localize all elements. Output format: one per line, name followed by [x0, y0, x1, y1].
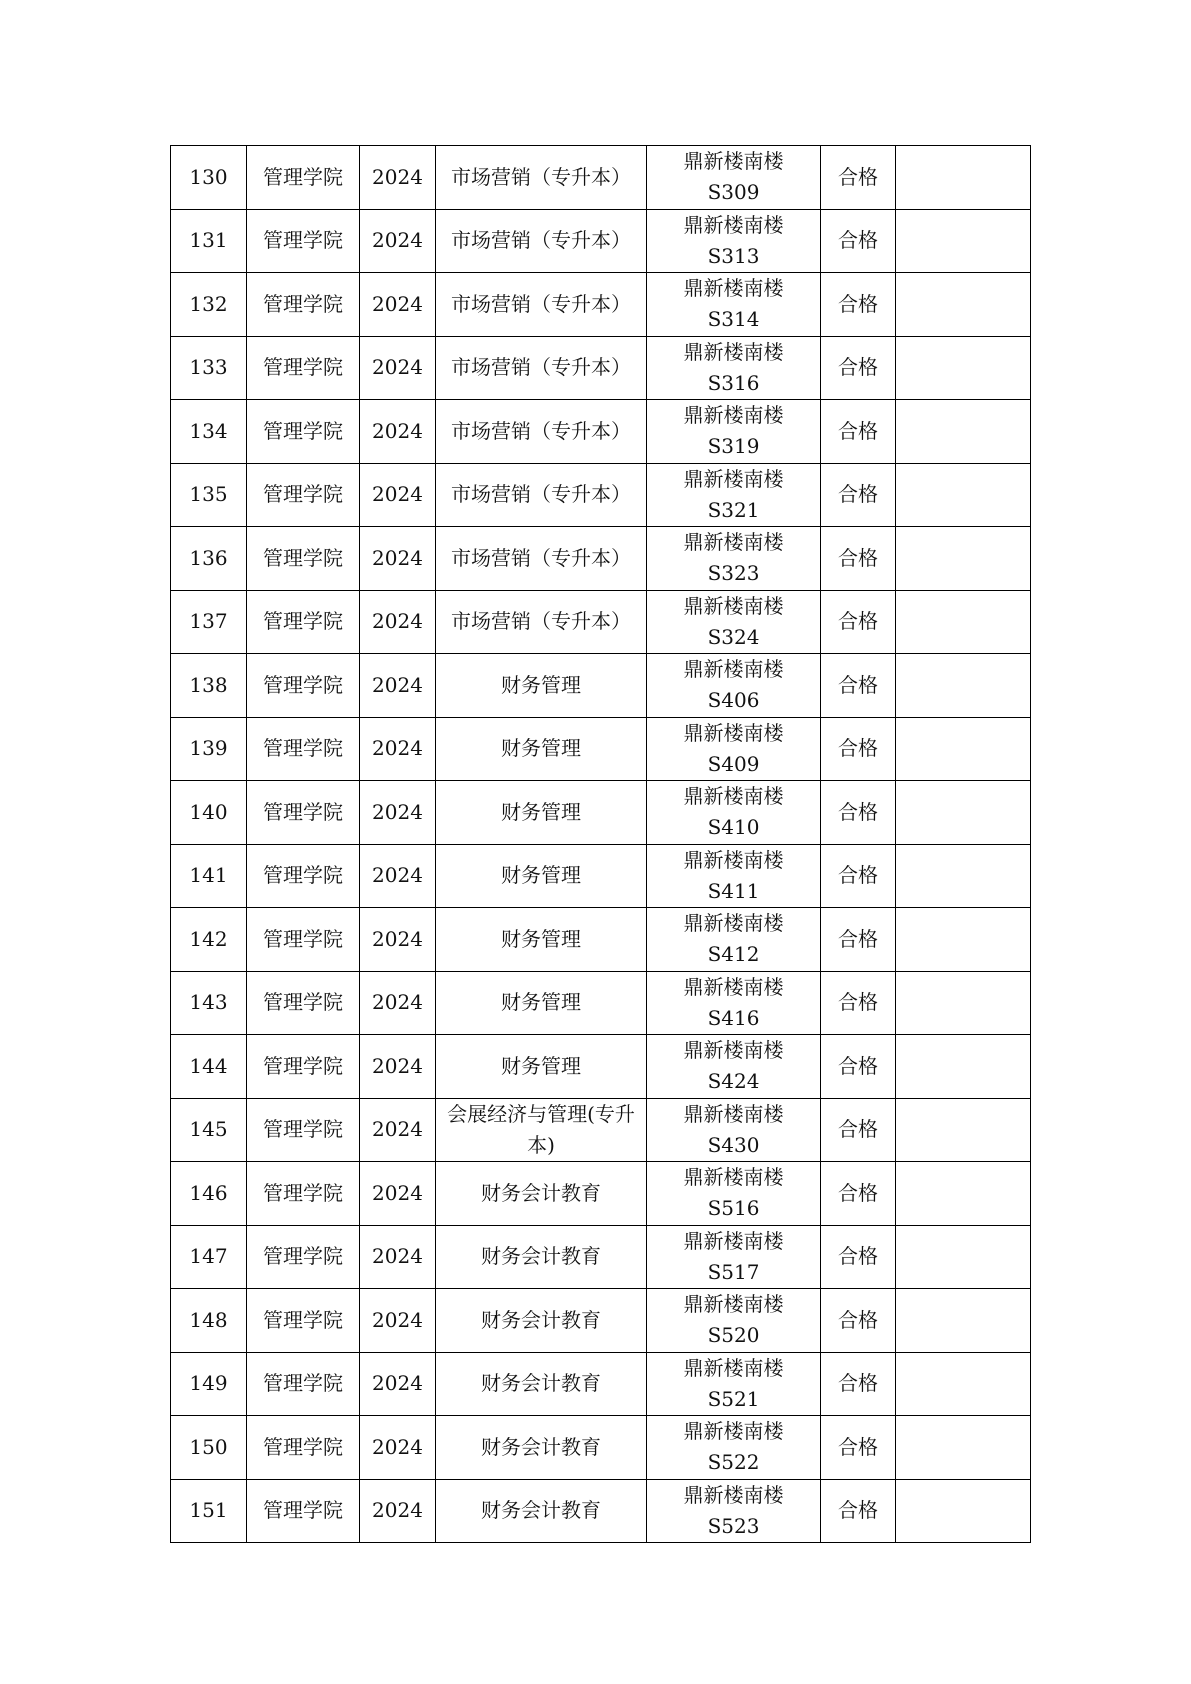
year-cell: 2024 [360, 654, 436, 718]
note-cell [896, 844, 1031, 908]
college-cell: 管理学院 [247, 1225, 360, 1289]
note-cell [896, 1289, 1031, 1353]
major-cell [436, 273, 647, 337]
year-cell: 2024 [360, 1416, 436, 1480]
result-cell: 合格 [821, 717, 896, 781]
year-cell: 2024 [360, 1479, 436, 1543]
row-number-cell: 143 [171, 971, 247, 1035]
major-name: 财务管理 [501, 672, 581, 697]
row-number-cell: 130 [171, 146, 247, 210]
year-cell: 2024 [360, 336, 436, 400]
row-number-cell: 145 [171, 1098, 247, 1162]
year-cell: 2024 [360, 844, 436, 908]
room-number: S522 [707, 1450, 760, 1475]
result-cell: 合格 [821, 1162, 896, 1226]
row-number-cell: 141 [171, 844, 247, 908]
building-name: 鼎新楼南楼 [683, 1355, 784, 1380]
major-name: 财务管理 [501, 736, 581, 761]
table-row [171, 400, 1031, 464]
location-cell [647, 273, 821, 337]
building-name: 鼎新楼南楼 [683, 1419, 784, 1444]
college-cell: 管理学院 [247, 1289, 360, 1353]
major-cell [436, 527, 647, 591]
major-name: 财务会计教育 [481, 1180, 601, 1205]
major-name: 财务管理 [501, 990, 581, 1015]
major-cell [436, 1479, 647, 1543]
building-name: 鼎新楼南楼 [683, 276, 784, 301]
major-name: 财务会计教育 [481, 1371, 601, 1396]
location-cell [647, 1416, 821, 1480]
table-row [171, 781, 1031, 845]
result-cell: 合格 [821, 209, 896, 273]
row-number-cell: 138 [171, 654, 247, 718]
location-cell [647, 1225, 821, 1289]
room-number: S521 [707, 1386, 760, 1411]
row-number-cell: 139 [171, 717, 247, 781]
inspection-results-table [170, 145, 1031, 1543]
row-number-cell: 142 [171, 908, 247, 972]
table-row [171, 844, 1031, 908]
college-cell: 管理学院 [247, 1479, 360, 1543]
row-number-cell: 148 [171, 1289, 247, 1353]
major-cell [436, 1416, 647, 1480]
table-row [171, 1162, 1031, 1226]
building-name: 鼎新楼南楼 [683, 339, 784, 364]
note-cell [896, 209, 1031, 273]
row-number-cell: 140 [171, 781, 247, 845]
college-cell: 管理学院 [247, 527, 360, 591]
college-cell: 管理学院 [247, 654, 360, 718]
major-cell [436, 971, 647, 1035]
table-row [171, 1225, 1031, 1289]
table-body [171, 146, 1031, 1543]
room-number: S424 [707, 1069, 760, 1094]
college-cell: 管理学院 [247, 1162, 360, 1226]
room-number: S523 [707, 1513, 760, 1538]
row-number-cell: 134 [171, 400, 247, 464]
room-number: S321 [707, 497, 760, 522]
building-name: 鼎新楼南楼 [683, 466, 784, 491]
row-number-cell: 151 [171, 1479, 247, 1543]
major-cell [436, 654, 647, 718]
note-cell [896, 463, 1031, 527]
table-row [171, 527, 1031, 591]
major-name: 市场营销（专升本） [451, 355, 631, 380]
major-cell [436, 209, 647, 273]
location-cell [647, 209, 821, 273]
building-name: 鼎新楼南楼 [683, 1101, 784, 1126]
building-name: 鼎新楼南楼 [683, 212, 784, 237]
major-name: 财务管理 [501, 1053, 581, 1078]
major-name: 财务会计教育 [481, 1434, 601, 1459]
result-cell: 合格 [821, 590, 896, 654]
year-cell: 2024 [360, 146, 436, 210]
year-cell: 2024 [360, 527, 436, 591]
college-cell: 管理学院 [247, 146, 360, 210]
location-cell [647, 844, 821, 908]
major-cell [436, 1162, 647, 1226]
college-cell: 管理学院 [247, 1352, 360, 1416]
major-cell [436, 1289, 647, 1353]
college-cell: 管理学院 [247, 1035, 360, 1099]
location-cell [647, 781, 821, 845]
room-number: S409 [707, 751, 760, 776]
major-name: 财务管理 [501, 926, 581, 951]
building-name: 鼎新楼南楼 [683, 1292, 784, 1317]
major-cell [436, 336, 647, 400]
major-cell [436, 1035, 647, 1099]
result-cell: 合格 [821, 273, 896, 337]
building-name: 鼎新楼南楼 [683, 530, 784, 555]
location-cell [647, 971, 821, 1035]
major-cell [436, 463, 647, 527]
room-number: S416 [707, 1005, 760, 1030]
room-number: S319 [707, 434, 760, 459]
table-row [171, 1289, 1031, 1353]
note-cell [896, 1162, 1031, 1226]
table-row [171, 1098, 1031, 1162]
note-cell [896, 654, 1031, 718]
building-name: 鼎新楼南楼 [683, 593, 784, 618]
note-cell [896, 146, 1031, 210]
table-row [171, 1416, 1031, 1480]
table-row [171, 1479, 1031, 1543]
building-name: 鼎新楼南楼 [683, 911, 784, 936]
major-name: 市场营销（专升本） [451, 291, 631, 316]
major-cell [436, 146, 647, 210]
room-number: S410 [707, 815, 760, 840]
room-number: S430 [707, 1132, 760, 1157]
row-number-cell: 146 [171, 1162, 247, 1226]
note-cell [896, 1352, 1031, 1416]
college-cell: 管理学院 [247, 400, 360, 464]
table-row [171, 209, 1031, 273]
major-name: 财务管理 [501, 863, 581, 888]
note-cell [896, 1098, 1031, 1162]
building-name: 鼎新楼南楼 [683, 657, 784, 682]
row-number-cell: 144 [171, 1035, 247, 1099]
college-cell: 管理学院 [247, 1098, 360, 1162]
row-number-cell: 133 [171, 336, 247, 400]
major-name: 财务会计教育 [481, 1244, 601, 1269]
room-number: S412 [707, 942, 760, 967]
college-cell: 管理学院 [247, 463, 360, 527]
note-cell [896, 1416, 1031, 1480]
building-name: 鼎新楼南楼 [683, 974, 784, 999]
row-number-cell: 131 [171, 209, 247, 273]
note-cell [896, 1479, 1031, 1543]
row-number-cell: 132 [171, 273, 247, 337]
year-cell: 2024 [360, 400, 436, 464]
location-cell [647, 527, 821, 591]
result-cell: 合格 [821, 1289, 896, 1353]
note-cell [896, 908, 1031, 972]
room-number: S309 [707, 180, 760, 205]
note-cell [896, 1035, 1031, 1099]
building-name: 鼎新楼南楼 [683, 149, 784, 174]
table-row [171, 654, 1031, 718]
location-cell [647, 1352, 821, 1416]
table-row [171, 1352, 1031, 1416]
note-cell [896, 1225, 1031, 1289]
location-cell [647, 1098, 821, 1162]
result-cell: 合格 [821, 1479, 896, 1543]
major-name: 财务会计教育 [481, 1498, 601, 1523]
college-cell: 管理学院 [247, 717, 360, 781]
table-row [171, 463, 1031, 527]
result-cell: 合格 [821, 844, 896, 908]
note-cell [896, 717, 1031, 781]
college-cell: 管理学院 [247, 781, 360, 845]
major-cell [436, 781, 647, 845]
building-name: 鼎新楼南楼 [683, 847, 784, 872]
major-cell [436, 1352, 647, 1416]
result-cell: 合格 [821, 1035, 896, 1099]
major-cell [436, 1098, 647, 1162]
location-cell [647, 717, 821, 781]
result-cell: 合格 [821, 1416, 896, 1480]
result-cell: 合格 [821, 908, 896, 972]
result-cell: 合格 [821, 1098, 896, 1162]
major-cell [436, 908, 647, 972]
location-cell [647, 1289, 821, 1353]
note-cell [896, 971, 1031, 1035]
location-cell [647, 908, 821, 972]
building-name: 鼎新楼南楼 [683, 720, 784, 745]
location-cell [647, 336, 821, 400]
major-name: 市场营销（专升本） [451, 228, 631, 253]
major-name: 市场营销（专升本） [451, 482, 631, 507]
location-cell [647, 1162, 821, 1226]
room-number: S411 [707, 878, 760, 903]
college-cell: 管理学院 [247, 1416, 360, 1480]
row-number-cell: 149 [171, 1352, 247, 1416]
location-cell [647, 1035, 821, 1099]
major-cell [436, 400, 647, 464]
location-cell [647, 590, 821, 654]
note-cell [896, 273, 1031, 337]
major-cell [436, 844, 647, 908]
college-cell: 管理学院 [247, 209, 360, 273]
note-cell [896, 590, 1031, 654]
room-number: S517 [707, 1259, 760, 1284]
college-cell: 管理学院 [247, 273, 360, 337]
note-cell [896, 400, 1031, 464]
year-cell: 2024 [360, 1162, 436, 1226]
major-cell [436, 717, 647, 781]
note-cell [896, 336, 1031, 400]
year-cell: 2024 [360, 717, 436, 781]
building-name: 鼎新楼南楼 [683, 784, 784, 809]
major-name: 财务管理 [501, 799, 581, 824]
year-cell: 2024 [360, 209, 436, 273]
major-cell [436, 590, 647, 654]
room-number: S314 [707, 307, 760, 332]
year-cell: 2024 [360, 1098, 436, 1162]
building-name: 鼎新楼南楼 [683, 1482, 784, 1507]
college-cell: 管理学院 [247, 844, 360, 908]
room-number: S406 [707, 688, 760, 713]
major-cell [436, 1225, 647, 1289]
table-row [171, 908, 1031, 972]
major-name: 市场营销（专升本） [451, 609, 631, 634]
result-cell: 合格 [821, 1225, 896, 1289]
result-cell: 合格 [821, 527, 896, 591]
room-number: S313 [707, 243, 760, 268]
result-cell: 合格 [821, 1352, 896, 1416]
note-cell [896, 781, 1031, 845]
room-number: S520 [707, 1323, 760, 1348]
room-number: S324 [707, 624, 760, 649]
college-cell: 管理学院 [247, 336, 360, 400]
table-row [171, 590, 1031, 654]
year-cell: 2024 [360, 781, 436, 845]
college-cell: 管理学院 [247, 590, 360, 654]
year-cell: 2024 [360, 908, 436, 972]
year-cell: 2024 [360, 971, 436, 1035]
building-name: 鼎新楼南楼 [683, 403, 784, 428]
year-cell: 2024 [360, 1035, 436, 1099]
major-name: 市场营销（专升本） [451, 164, 631, 189]
result-cell: 合格 [821, 654, 896, 718]
major-name: 财务会计教育 [481, 1307, 601, 1332]
college-cell: 管理学院 [247, 908, 360, 972]
year-cell: 2024 [360, 1289, 436, 1353]
location-cell [647, 654, 821, 718]
table-row [171, 273, 1031, 337]
result-cell: 合格 [821, 971, 896, 1035]
college-cell: 管理学院 [247, 971, 360, 1035]
result-cell: 合格 [821, 463, 896, 527]
result-cell: 合格 [821, 400, 896, 464]
major-name: 市场营销（专升本） [451, 418, 631, 443]
row-number-cell: 135 [171, 463, 247, 527]
table-row [171, 971, 1031, 1035]
location-cell [647, 400, 821, 464]
year-cell: 2024 [360, 590, 436, 654]
room-number: S516 [707, 1196, 760, 1221]
row-number-cell: 136 [171, 527, 247, 591]
table-row [171, 717, 1031, 781]
location-cell [647, 463, 821, 527]
building-name: 鼎新楼南楼 [683, 1228, 784, 1253]
room-number: S316 [707, 370, 760, 395]
result-cell: 合格 [821, 781, 896, 845]
building-name: 鼎新楼南楼 [683, 1165, 784, 1190]
row-number-cell: 137 [171, 590, 247, 654]
year-cell: 2024 [360, 1352, 436, 1416]
result-cell: 合格 [821, 146, 896, 210]
table-row [171, 146, 1031, 210]
major-name: 会展经济与管理(专升本) [447, 1101, 635, 1157]
building-name: 鼎新楼南楼 [683, 1038, 784, 1063]
table-row [171, 336, 1031, 400]
year-cell: 2024 [360, 273, 436, 337]
result-cell: 合格 [821, 336, 896, 400]
location-cell [647, 146, 821, 210]
location-cell [647, 1479, 821, 1543]
note-cell [896, 527, 1031, 591]
year-cell: 2024 [360, 463, 436, 527]
major-name: 市场营销（专升本） [451, 545, 631, 570]
year-cell: 2024 [360, 1225, 436, 1289]
row-number-cell: 150 [171, 1416, 247, 1480]
room-number: S323 [707, 561, 760, 586]
table-row [171, 1035, 1031, 1099]
row-number-cell: 147 [171, 1225, 247, 1289]
